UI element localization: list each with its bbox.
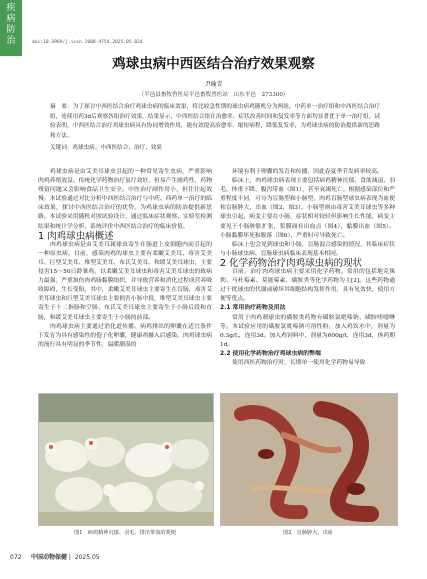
body-paragraph: 环境有利于卵囊的发育和传播，因此春夏季节发病率较高。 — [232, 169, 383, 175]
body-paragraph: 使用西医药物治疗时，长期单一使用化学药物易导致 — [232, 359, 366, 366]
body-paragraph: 目前，治疗肉鸡球虫病主要采用化学药物。常用的包括地克珠利、马杜霉素、莫能霉素、磺胺类等化学药物为主[2]。这些药物通过干扰球虫的代谢或破坏其细胞结构发挥作用，具有见效快、使用方便等优点。 — [220, 269, 395, 303]
section-tab-char: 病 — [6, 14, 16, 24]
right-column — [220, 168, 395, 368]
section-heading-1: 1 肉鸡球虫病概述 — [38, 230, 114, 242]
body-paragraph: 肉鸡球虫病主要通过消化道传播。病鸡排出的卵囊在适宜条件下发育为具有感染性的孢子化卵囊，健康鸡摄入后感染。肉鸡球虫病的流行具有明显的季节性，温暖潮湿的 — [38, 323, 212, 348]
body-paragraph: 肉鸡球虫病是由艾美耳属球虫寄生在肠道上皮细胞内而引起的一种原虫病，目前，感染肉鸡的球虫主要有柔嫩艾美耳、毒害艾美耳、巨型艾美耳、堆型艾美耳、布氏艾美耳、和缓艾美耳球虫，主要侵害15～50日龄雏鸡。以柔嫩艾美耳球虫和毒害艾美耳球虫的致病力最强，严重损伤肉鸡肠黏膜组织，并导致营养和消化过程成营养吸收障碍，生长受阻，其中，柔嫩艾美耳球虫主要寄生在盲肠，毒害艾美耳球虫和巨型艾美耳球虫主要损害小肠中段，堆型艾美耳球虫主要寄生于十二指肠和空肠，布氏艾美耳球虫主要寄生于小肠后段和直肠，和缓艾美耳球虫主要寄生于小肠的前部。 — [38, 241, 212, 321]
body-paragraph: 临床上，肉鸡球虫病表现主要包括病鸡精神沉郁、食欲减退、羽毛、体重下降、腹泻带血（图1），甚至衰竭死亡。根据感染部位和严重程度不同，可分为盲肠型和小肠型。肉鸡盲肠型球虫病表现为血便和盲肠肿大、出血（图2、图3）。小肠型则由毒害艾美耳球虫等多种球虫引起，病变主要在小肠，症状相对较轻但影响生长性能，病变主要见于小肠肿胀扩张，浆膜面有出血点（图4），黏膜出血（图5）。小肠黏膜坏死和脱落（图6），严重时可导致死亡。 — [220, 178, 395, 239]
intro-paragraph: 鸡球虫病是由艾美耳球虫引起的一种常见寄生虫病，严重影响肉鸡养殖效益。传统化学药物治疗虽疗效好，但易产生耐药性，药物残留问题又会影响食品卫生安全。中医治疗副作用小，但往往起效慢。本试验通过对比分析中西医结合治疗与中药、西药单一治疗的临床效果，探讨中西医结合治疗的优势，为鸡球虫病的防治提供新思路。本试验采用随机对照试验设计，通过临床症状观察、实验室检测结果和统计学分析，系统评价中西医结合治疗的临床价值。 — [38, 169, 212, 230]
body-paragraph: 常用于肉鸡刺球虫的磺胺类药物有磺胺氯吡嗪钠、磺胺喹噁啉等。本试验应用的磺胺氯吡嗪钠可溶性粉，加入鸡饮水中，剂量为0.3g/L，连用3d。加入鸡饲料中，剂量为600g/t，连用3d，休药期1d。 — [220, 314, 395, 348]
author: 尹瑜青 — [204, 81, 223, 88]
affiliation: （平邑县畜牧兽医局平邑畜牧兽医站 山东平邑 273300） — [138, 92, 289, 98]
page-footer: 072 中国动物保健 | 2025.05 — [10, 554, 100, 561]
figure-1-caption: 图1 病鸡精神沉郁、羽毛、排出带血的粪便 — [74, 530, 176, 536]
issue: 2025.05 — [74, 554, 100, 561]
section-tab-char: 疾 — [6, 3, 16, 13]
doi: doi:10.3969/j.issn.1008-4754.2025.05.024 — [32, 40, 143, 45]
sick-chickens-image — [39, 394, 213, 525]
figure-2-photo — [220, 393, 398, 526]
page-number: 072 — [10, 554, 22, 561]
article-title: 鸡球虫病中西医结合治疗效果观察 — [112, 56, 315, 72]
abstract: 摘 要：为了探讨中西医结合治疗鸡球虫病的临床效果，将比较急性期的球虫病鸡随机分为两组，中药单一治疗组和中西医结合治疗组，连续用药3d后观察各组治疗效果。结果显示，中西医结合组在治愈率、症状改善时间和复发率等方面均显著优于单一治疗组。试验表明，中西医结合治疗鸡球虫病具有协同增效作用，能有效提高治愈率、缩短病程，降低复发率，为鸡球虫病的防治提供新的思路和方法。 — [50, 104, 380, 139]
section-tab-char: 治 — [6, 36, 16, 46]
keywords: 关键词：鸡球虫病；中西医结合；治疗；效果 — [50, 145, 162, 151]
subsection-heading: 2.2 使用化学药物治疗鸡球虫病的弊端 — [220, 350, 321, 357]
section-heading-2: 2 化学药物治疗肉鸡球虫病的现状 — [220, 257, 363, 269]
cecum-lesion-image — [221, 394, 397, 525]
section-tab — [0, 0, 22, 56]
figure-1-photo — [38, 393, 214, 526]
section-tab-char: 防 — [6, 25, 16, 35]
figure-2-caption: 图2 盲肠肿大、出血 — [283, 530, 333, 536]
subsection-heading: 2.1 常用治疗药物及用法 — [220, 305, 286, 312]
left-column — [38, 168, 212, 350]
journal-name: 中国动物保健 — [31, 554, 68, 561]
body-paragraph: 临床上也会见到球虫和小肠，盲肠混合感染的情况，其临床症状与小肠球虫病、盲肠球虫病临床表现基本相同。 — [220, 241, 395, 257]
